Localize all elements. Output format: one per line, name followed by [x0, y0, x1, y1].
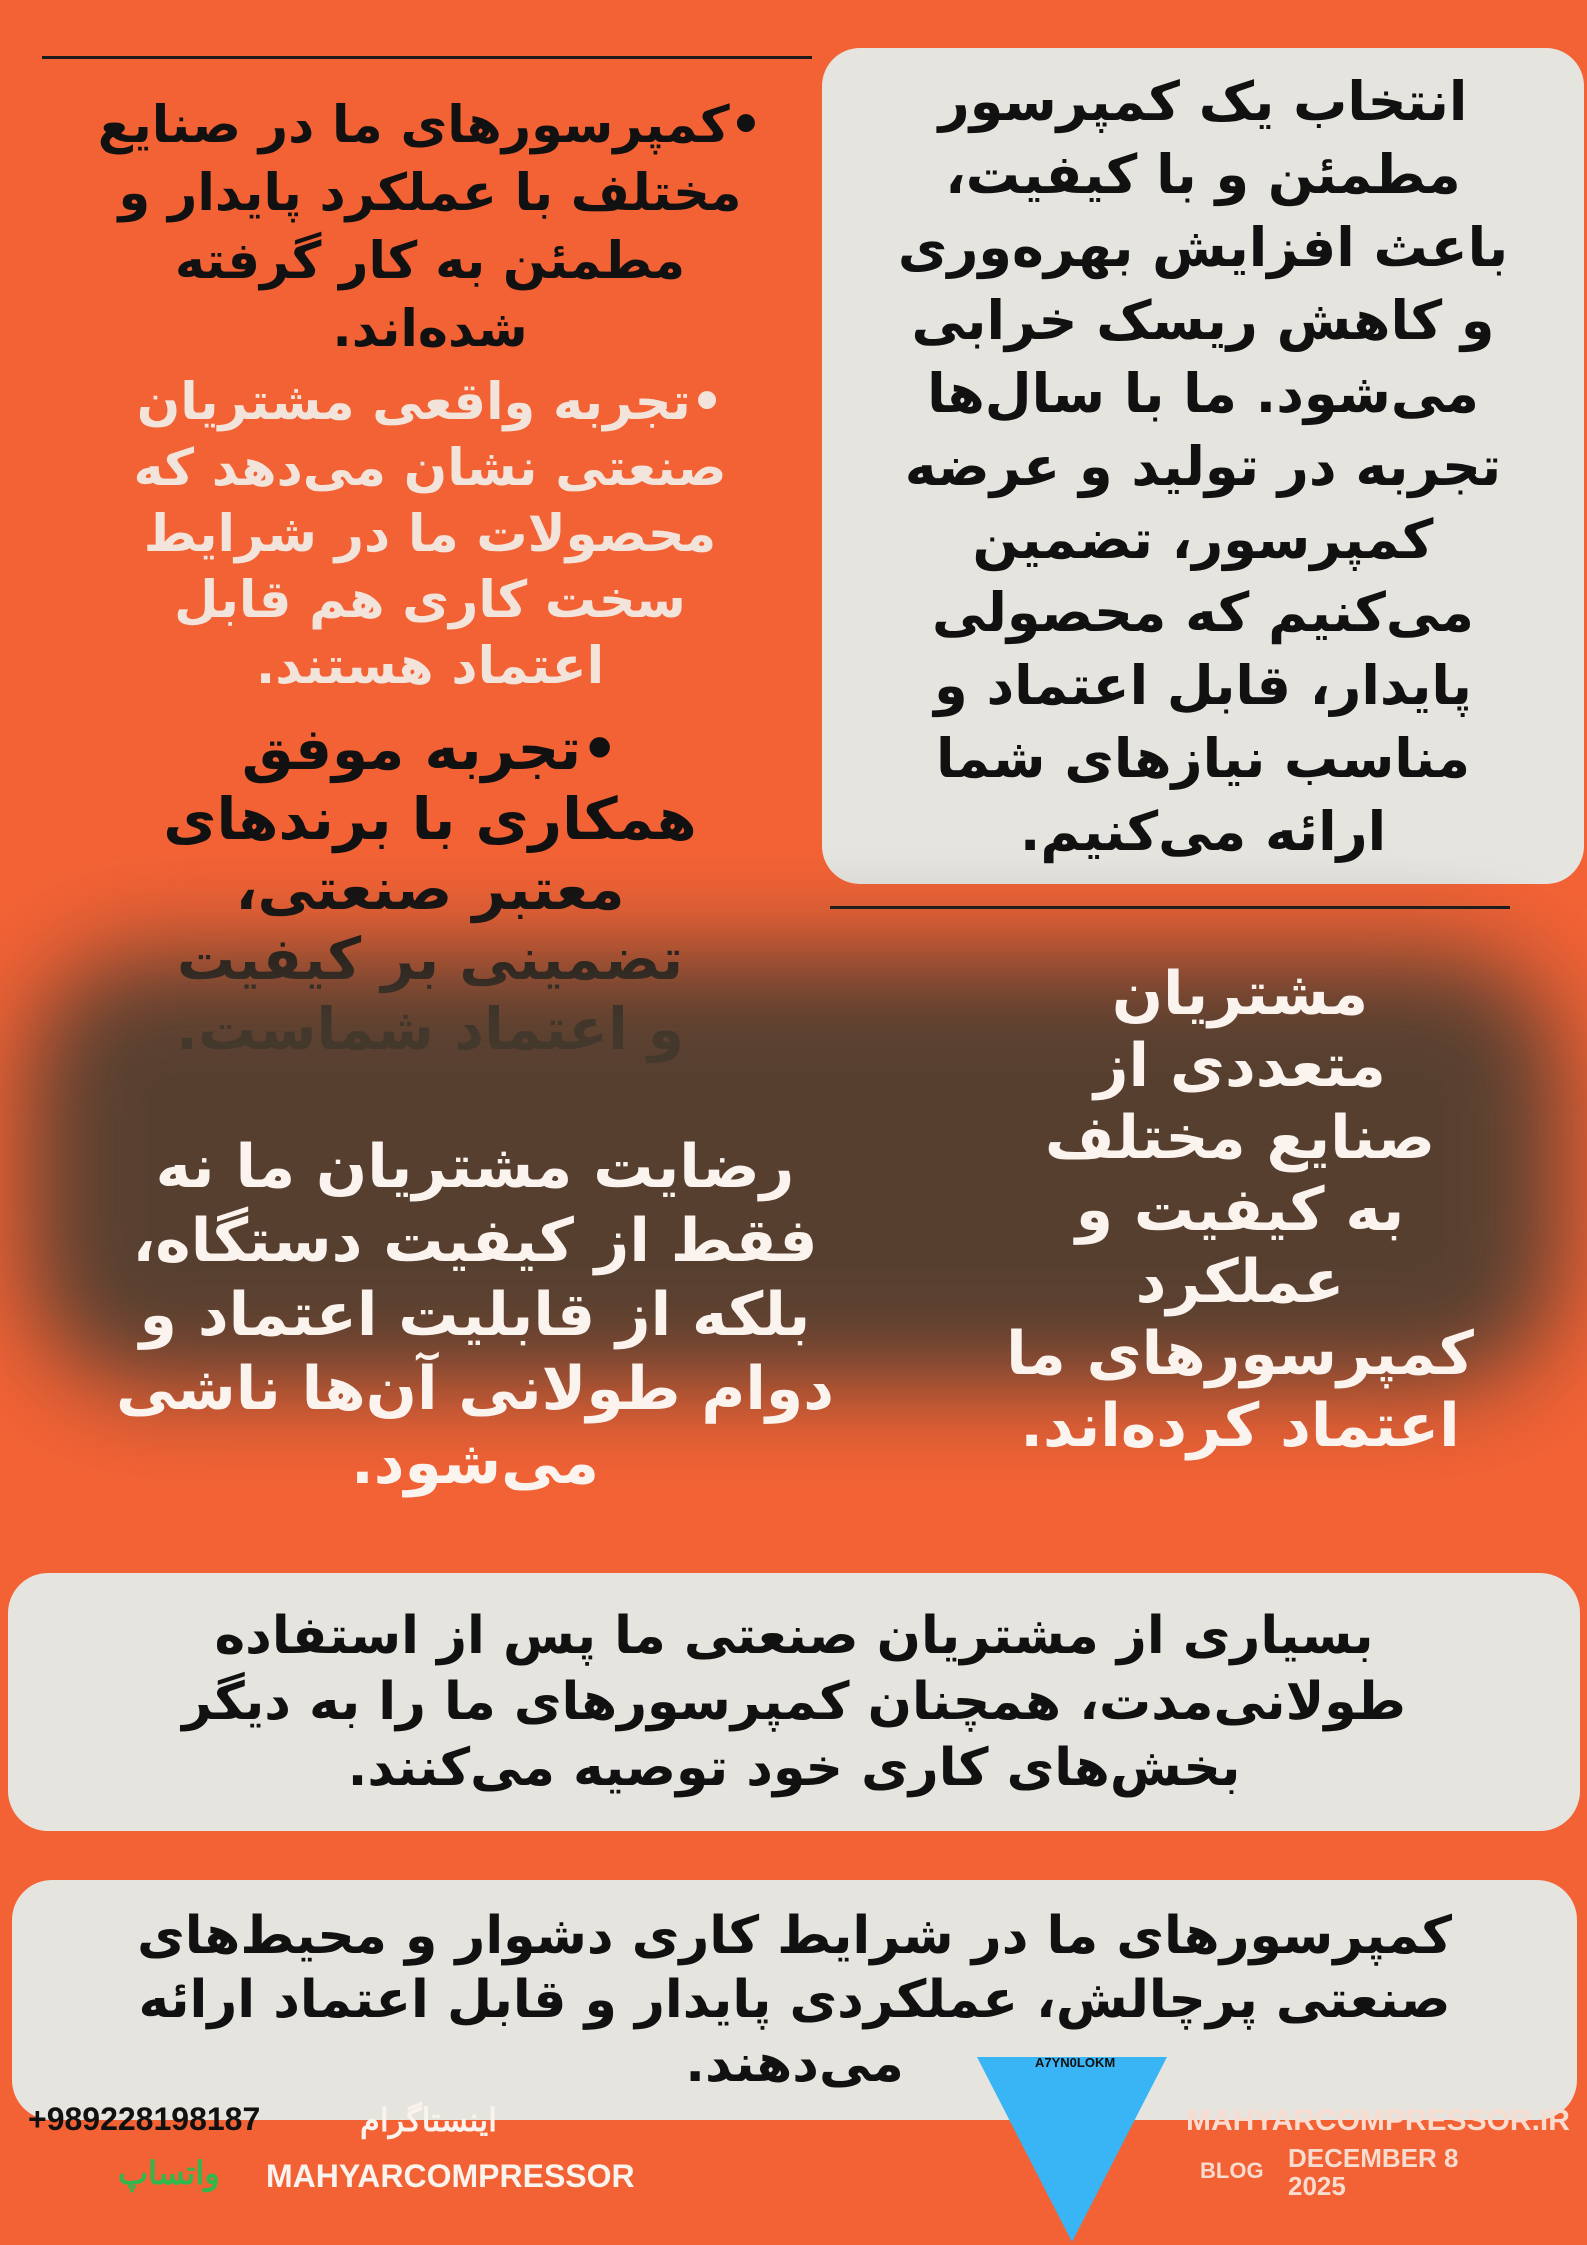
satisfaction-text: رضایت مشتریان ما نه فقط از کیفیت دستگاه، بلکه از قابلیت اعتماد و دوام طولانی آن‌ها ناشی می‌شود.	[115, 1132, 834, 1498]
recommend-text: بسیاری از مشتریان صنعتی ما پس از استفاده طولانی‌مدت، همچنان کمپرسورهای ما را به دیگر بخش‌های کاری خود توصیه می‌کنند.	[182, 1606, 1406, 1798]
intro-text: انتخاب یک کمپرسور مطمئن و با کیفیت، باعث افزایش بهره‌وری و کاهش ریسک خرابی می‌شود. ما با سال‌ها تجربه در تولید و عرضه کمپرسور، تضمین می‌کنیم که محصولی پایدار، قابل اعتماد و مناسب نیازهای شما ارائه می‌کنیم.	[897, 69, 1509, 863]
bullet-item: •تجربه موفق همکاری با برندهای معتبر صنعتی،	[163, 715, 697, 923]
badge-code: A7YN0LOKM	[1035, 2055, 1116, 2070]
conditions-panel	[12, 1880, 1577, 2120]
divider-top-left	[42, 56, 812, 59]
intro-panel	[822, 48, 1584, 884]
triangle-shape	[977, 2057, 1167, 2242]
blog-label: BLOG	[1200, 2158, 1264, 2183]
bullet-item: •تجربه واقعی مشتریان صنعتی نشان می‌دهد که محصولات ما در شرایط سخت کاری هم قابل اعتماد هستند.	[133, 373, 727, 696]
website-link[interactable]: MAHYARCOMPRESSOR.IR	[1186, 2104, 1570, 2137]
conditions-text: کمپرسورهای ما در شرایط کاری دشوار و محیط‌های صنعتی پرچالش، عملکردی پایدار و قابل اعتماد ارائه می‌دهند.	[137, 1906, 1452, 2094]
bullet-item: •کمپرسورهای ما در صنایع مختلف با عملکرد پایدار و مطمئن به کار گرفته شده‌اند.	[97, 96, 763, 359]
whatsapp-label[interactable]: واتساپ	[118, 2155, 220, 2191]
recommend-panel	[8, 1573, 1580, 1831]
divider-middle-right	[830, 906, 1510, 909]
customers-text: مشتریان متعددی از صنایع مختلف به کیفیت و عملکرد کمپرسورهای ما اعتماد کرده‌اند.	[1006, 959, 1474, 1461]
instagram-label[interactable]: اینستاگرام	[360, 2102, 497, 2138]
post-date: DECEMBER 8 2025	[1288, 2143, 1459, 2201]
social-handle[interactable]: MAHYARCOMPRESSOR	[266, 2158, 635, 2194]
phone-number[interactable]: +989228198187	[28, 2101, 261, 2137]
bullet-list	[40, 92, 820, 1064]
